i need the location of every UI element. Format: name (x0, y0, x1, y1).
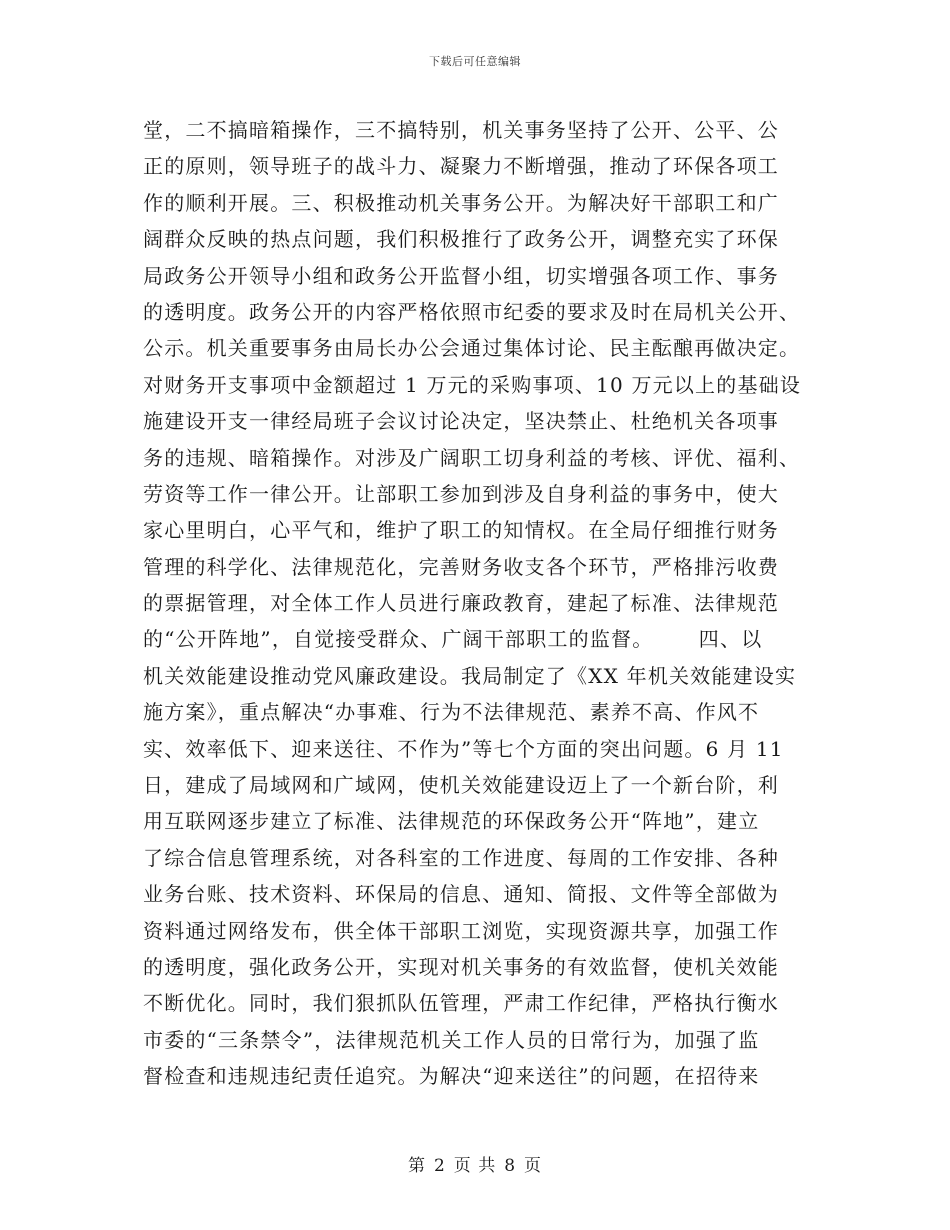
current-page-number: 2 (433, 1156, 446, 1176)
text-line: 管理的科学化、法律规范化，完善财务收支各个环节，严格排污收费 (143, 554, 779, 579)
text-line: 实、效率低下、迎来送往、不作为”等七个方面的突出问题。6 月 11 (143, 736, 784, 761)
footer-middle: 页 共 (453, 1156, 497, 1176)
text-line: 的票据管理，对全体工作人员进行廉政教育，建起了标准、法律规范 (143, 591, 779, 616)
text-line: 堂，二不搞暗箱操作，三不搞特别，机关事务坚持了公开、公平、公 (143, 118, 779, 142)
text-line: 正的原则，领导班子的战斗力、凝聚力不断增强，推动了环保各项工 (143, 154, 779, 179)
text-line: 对财务开支事项中金额超过 1 万元的采购事项、10 万元以上的基础设 (143, 372, 802, 397)
text-line: 市委的“三条禁令”，法律规范机关工作人员的日常行为，加强了监 (143, 1027, 760, 1052)
text-line: 了综合信息管理系统，对各科室的工作进度、每周的工作安排、各种 (143, 845, 779, 870)
text-line: 用互联网逐步建立了标准、法律规范的环保政务公开“阵地”，建立 (143, 809, 760, 834)
text-line: 施建设开支一律经局班子会议讨论决定，坚决禁止、杜绝机关各项事 (143, 409, 779, 434)
text-line: 作的顺利开展。三、积极推动机关事务公开。为解决好干部职工和广 (143, 190, 779, 215)
page-footer (0, 1151, 950, 1176)
text-line: 家心里明白，心平气和，维护了职工的知情权。在全局仔细推行财务 (143, 518, 779, 543)
text-line: 劳资等工作一律公开。让部职工参加到涉及自身利益的事务中，使大 (143, 481, 779, 506)
text-line: 业务台账、技术资料、环保局的信息、通知、简报、文件等全部做为 (143, 882, 779, 907)
header-note: 下载后可任意编辑 (429, 55, 521, 68)
text-line: 局政务公开领导小组和政务公开监督小组，切实增强各项工作、事务 (143, 263, 779, 288)
text-line: 公示。机关重要事务由局长办公会通过集体讨论、民主酝酿再做决定。 (143, 336, 801, 361)
text-line: 务的违规、暗箱操作。对涉及广阔职工切身利益的考核、评优、福利、 (143, 445, 801, 470)
text-line: 资料通过网络发布，供全体干部职工浏览，实现资源共享，加强工作 (143, 918, 779, 943)
text-line: 的透明度。政务公开的内容严格依照市纪委的要求及时在局机关公开、 (143, 299, 801, 324)
text-line: 日，建成了局域网和广域网，使机关效能建设迈上了一个新台阶，利 (143, 773, 779, 798)
total-pages-number: 8 (504, 1156, 517, 1176)
text-line: 督检查和违规违纪责任追究。为解决“迎来送往”的问题，在招待来 (143, 1064, 760, 1089)
text-line: 的“公开阵地”，自觉接受群众、广阔干部职工的监督。 四、以 (143, 627, 763, 652)
footer-prefix: 第 (407, 1156, 426, 1176)
text-line: 机关效能建设推动党风廉政建设。我局制定了《XX 年机关效能建设实 (143, 663, 797, 688)
text-line: 阔群众反映的热点问题，我们积极推行了政务公开，调整充实了环保 (143, 227, 779, 252)
text-line: 的透明度，强化政务公开，实现对机关事务的有效监督，使机关效能 (143, 954, 779, 979)
footer-suffix: 页 (524, 1156, 543, 1176)
text-line: 施方案》，重点解决“办事难、行为不法律规范、素养不高、作风不 (143, 700, 760, 725)
text-line: 不断优化。同时，我们狠抓队伍管理，严肃工作纪律，严格执行衡水 (143, 991, 779, 1016)
body-text (143, 112, 823, 1095)
